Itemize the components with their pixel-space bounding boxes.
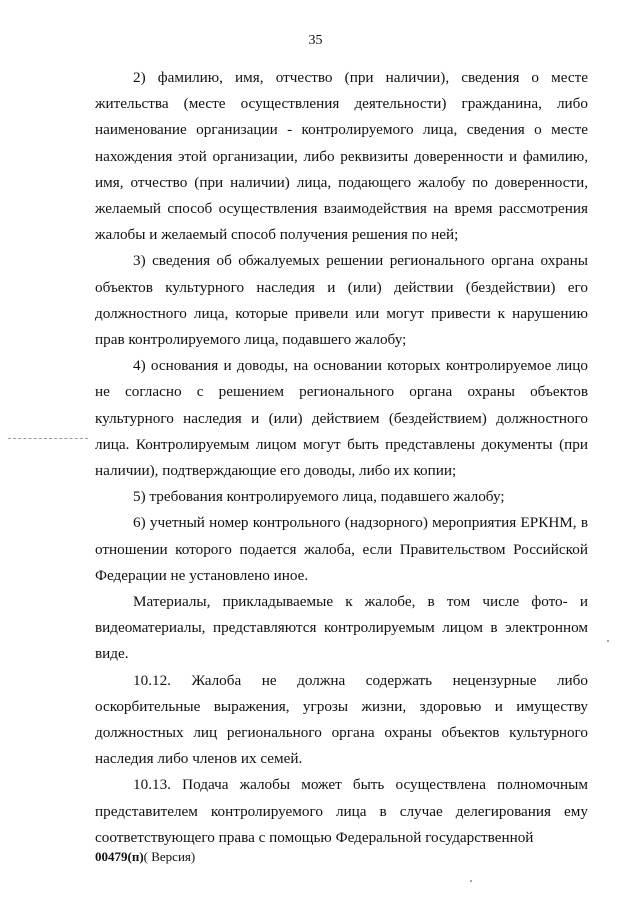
paragraph-item-3: 3) сведения об обжалуемых решении регионального органа охраны объектов культурного наследия и (или) действии (бездействии) его должностного лица, которые привели или могут привести к нарушению прав контролируемого лица, подавшего жалобу; — [95, 252, 588, 349]
scan-margin-mark — [8, 438, 88, 439]
document-code: 00479(п) — [95, 849, 144, 864]
paragraph-10-13: 10.13. Подача жалобы может быть осуществлена полномочным представителем контролируемого лица в случае делегирования ему соответствующего права с помощью Федеральной государственной — [95, 776, 588, 846]
paragraph-materials: Материалы, прикладываемые к жалобе, в том числе фото- и видеоматериалы, представляются контролируемым лицом в электронном виде. — [95, 593, 588, 663]
scan-speck — [470, 880, 472, 882]
paragraph-item-4: 4) основания и доводы, на основании которых контролируемое лицо не согласно с решением регионального органа охраны объектов культурного наследия и (или) действием (бездействием) должностного лица. Контролируемым лицом могут быть представлены документы (при наличии), подтверждающие его доводы, либо их копии; — [95, 357, 588, 480]
paragraph-10-12: 10.12. Жалоба не должна содержать нецензурные либо оскорбительные выражения, угрозы жизни, здоровью и имуществу должностных лиц регионального органа охраны объектов культурного наследия либо членов их семей. — [95, 671, 588, 768]
paragraph-item-6: 6) учетный номер контрольного (надзорного) мероприятия ЕРКНМ, в отношении которого подается жалоба, если Правительством Российской Федерации не установлено иное. — [95, 514, 588, 584]
document-footer — [95, 849, 195, 865]
document-version: ( Версия) — [143, 849, 196, 864]
paragraph-item-2: 2) фамилию, имя, отчество (при наличии), сведения о месте жительства (месте осуществления деятельности) гражданина, либо наименование организации - контролируемого лица, сведения о месте нахождения этой организации, либо реквизиты доверенности и фамилию, имя, отчество (при наличии) лица, подающего жалобу по доверенности, желаемый способ осуществления взаимодействия на время рассмотрения жалобы и желаемый способ получения решения по ней; — [95, 69, 588, 244]
page-number: 35 — [308, 33, 323, 48]
paragraph-item-5: 5) требования контролируемого лица, подавшего жалобу; — [133, 488, 505, 506]
document-body — [95, 65, 588, 851]
scan-speck — [607, 640, 609, 642]
